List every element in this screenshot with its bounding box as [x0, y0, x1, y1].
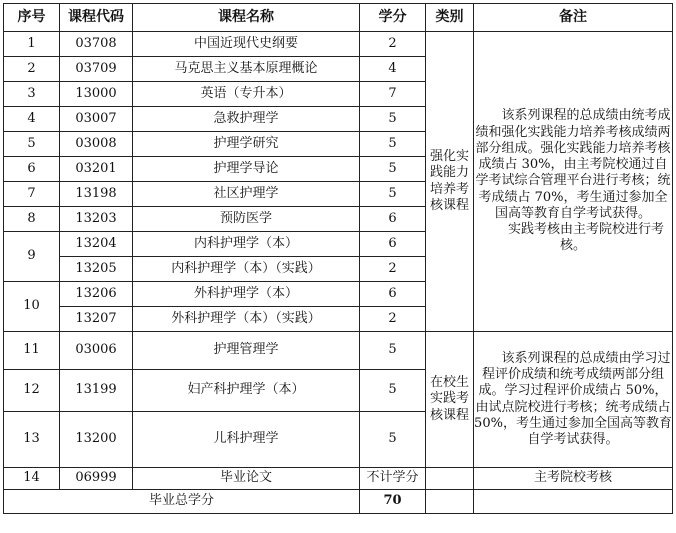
category-group2: 在校生实践考核课程 — [426, 332, 474, 468]
row-code: 13199 — [60, 370, 133, 412]
table-row — [4, 332, 673, 370]
table-row — [4, 32, 673, 57]
header-code: 课程代码 — [60, 4, 133, 32]
total-label: 毕业总学分 — [4, 490, 360, 514]
row-credit: 5 — [360, 157, 426, 182]
row-code: 03006 — [60, 332, 133, 370]
row-credit: 5 — [360, 370, 426, 412]
row-credit: 不计学分 — [360, 468, 426, 490]
row-name: 内科护理学（本） — [133, 232, 360, 257]
row-credit: 5 — [360, 332, 426, 370]
row-name: 妇产科护理学（本） — [133, 370, 360, 412]
row-name: 英语（专升本） — [133, 82, 360, 107]
row-seq: 2 — [4, 57, 60, 82]
row-seq: 10 — [4, 282, 60, 332]
total-empty-remark — [474, 490, 673, 514]
row-name: 毕业论文 — [133, 468, 360, 490]
row-code: 13200 — [60, 412, 133, 468]
row-name: 预防医学 — [133, 207, 360, 232]
row-code: 13204 — [60, 232, 133, 257]
row-code: 13203 — [60, 207, 133, 232]
row-credit: 6 — [360, 207, 426, 232]
row-seq: 8 — [4, 207, 60, 232]
row-name: 外科护理学（本）（实践） — [133, 307, 360, 332]
row-credit: 2 — [360, 32, 426, 57]
row-seq: 1 — [4, 32, 60, 57]
row-seq: 13 — [4, 412, 60, 468]
row-seq: 9 — [4, 232, 60, 282]
row-name: 社区护理学 — [133, 182, 360, 207]
row-code: 03709 — [60, 57, 133, 82]
row-seq: 6 — [4, 157, 60, 182]
row-code: 13207 — [60, 307, 133, 332]
header-seq: 序号 — [4, 4, 60, 32]
row-credit: 2 — [360, 307, 426, 332]
table-row — [4, 468, 673, 490]
row-code: 03708 — [60, 32, 133, 57]
remark-thesis: 主考院校考核 — [474, 468, 673, 490]
row-code: 13205 — [60, 257, 133, 282]
row-credit: 6 — [360, 282, 426, 307]
row-seq: 14 — [4, 468, 60, 490]
row-credit: 2 — [360, 257, 426, 282]
total-value: 70 — [360, 490, 426, 514]
row-code: 13000 — [60, 82, 133, 107]
category-group1: 强化实践能力培养考核课程 — [426, 32, 474, 332]
row-name: 中国近现代史纲要 — [133, 32, 360, 57]
row-name: 马克思主义基本原理概论 — [133, 57, 360, 82]
row-category-empty — [426, 468, 474, 490]
row-code: 03201 — [60, 157, 133, 182]
row-credit: 5 — [360, 132, 426, 157]
row-seq: 5 — [4, 132, 60, 157]
row-name: 内科护理学（本）（实践） — [133, 257, 360, 282]
remark-group1-para1: 该系列课程的总成绩由统考成绩和强化实践能力培养考核成绩两部分组成。强化实践能力培养考核成绩占 30%，由主考院校通过自学考试综合管理平台进行考核；统考成绩占 70%，考生通过参加全国高等教育自学考试获得。 — [475, 108, 671, 221]
row-credit: 6 — [360, 232, 426, 257]
total-row — [4, 490, 673, 514]
row-code: 13206 — [60, 282, 133, 307]
header-name: 课程名称 — [133, 4, 360, 32]
remark-group1 — [474, 32, 673, 332]
row-credit: 7 — [360, 82, 426, 107]
row-seq: 4 — [4, 107, 60, 132]
row-seq: 12 — [4, 370, 60, 412]
row-code: 03007 — [60, 107, 133, 132]
row-credit: 5 — [360, 107, 426, 132]
row-name: 急救护理学 — [133, 107, 360, 132]
row-name: 护理学导论 — [133, 157, 360, 182]
row-code: 06999 — [60, 468, 133, 490]
row-seq: 3 — [4, 82, 60, 107]
row-credit: 5 — [360, 412, 426, 468]
header-category: 类别 — [426, 4, 474, 32]
remark-group1-para2: 实践考核由主考院校进行考核。 — [507, 222, 664, 254]
remark-group2: 该系列课程的总成绩由学习过程评价成绩和统考成绩两部分组成。学习过程评价成绩占 50%，由试点院校进行考核；统考成绩占 50%，考生通过参加全国高等教育自学考试获得。 — [474, 332, 673, 468]
row-name: 儿科护理学 — [133, 412, 360, 468]
row-seq: 11 — [4, 332, 60, 370]
header-row — [4, 4, 673, 32]
row-code: 13198 — [60, 182, 133, 207]
row-name: 护理学研究 — [133, 132, 360, 157]
header-remark: 备注 — [474, 4, 673, 32]
row-credit: 5 — [360, 182, 426, 207]
row-name: 护理管理学 — [133, 332, 360, 370]
course-table — [3, 3, 673, 514]
header-credit: 学分 — [360, 4, 426, 32]
row-name: 外科护理学（本） — [133, 282, 360, 307]
row-credit: 4 — [360, 57, 426, 82]
total-empty-category — [426, 490, 474, 514]
row-code: 03008 — [60, 132, 133, 157]
row-seq: 7 — [4, 182, 60, 207]
